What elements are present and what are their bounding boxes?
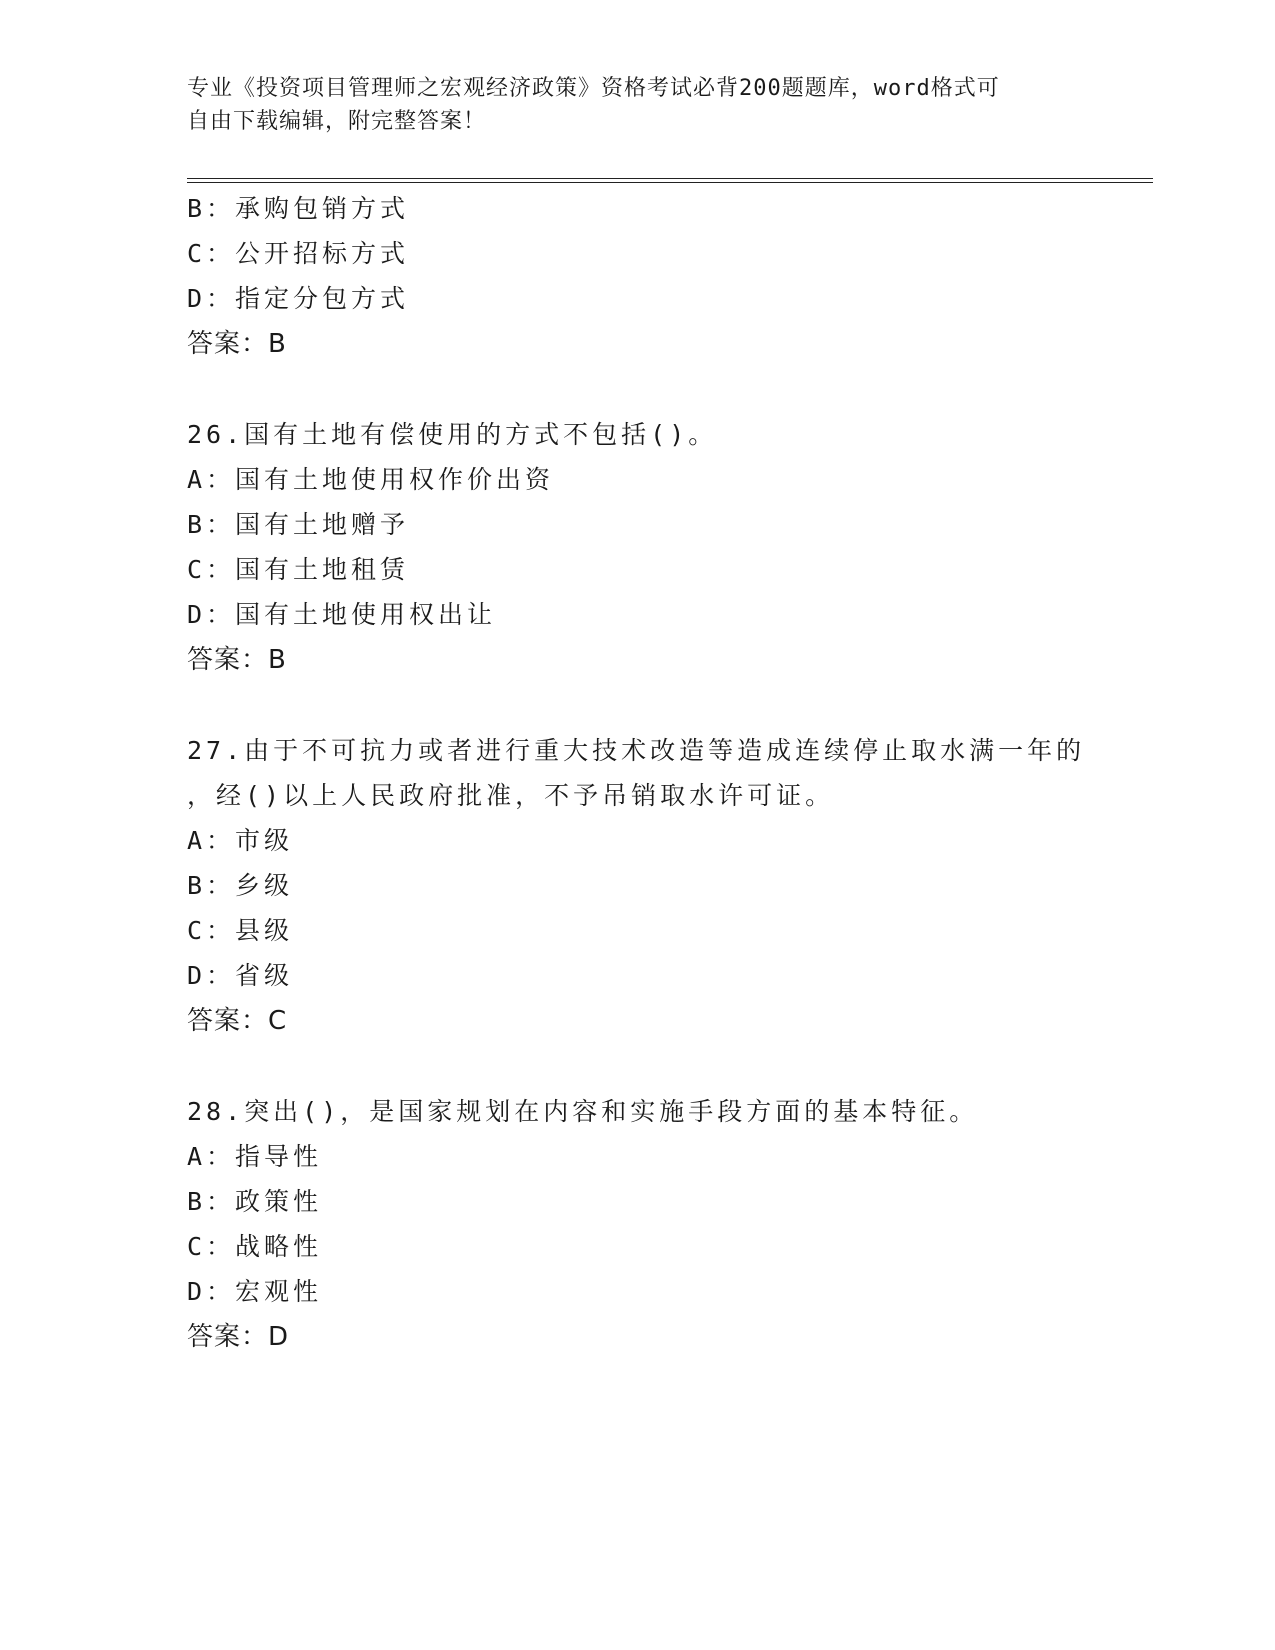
q26-option-a: A：国有土地使用权作价出资 (187, 465, 555, 494)
q27-stem-line-2: ，经()以上人民政府批准，不予吊销取水许可证。 (187, 781, 835, 810)
q26-option-c: C：国有土地租赁 (187, 555, 410, 584)
q28-option-a: A：指导性 (187, 1142, 323, 1171)
header-divider-top (187, 178, 1153, 179)
q27-option-c: C：县级 (187, 916, 294, 945)
header-line-1: 专业《投资项目管理师之宏观经济政策》资格考试必背200题题库，word格式可 (187, 76, 1000, 101)
q26-answer: 答案：B (187, 645, 287, 675)
document-header (187, 72, 1087, 138)
q25-answer: 答案：B (187, 329, 287, 359)
q28-option-b: B：政策性 (187, 1187, 323, 1216)
q25-option-d: D：指定分包方式 (187, 284, 410, 313)
header-divider-bottom (187, 182, 1153, 183)
q25-option-c: C：公开招标方式 (187, 239, 410, 268)
q27-option-d: D：省级 (187, 961, 294, 990)
q25-option-b: B：承购包销方式 (187, 194, 410, 223)
q28-answer: 答案：D (187, 1322, 290, 1352)
q27-option-a: A：市级 (187, 826, 294, 855)
header-line-2: 自由下载编辑，附完整答案！ (187, 109, 487, 134)
q26-stem: 26.国有土地有偿使用的方式不包括()。 (187, 420, 718, 449)
q28-option-c: C：战略性 (187, 1232, 323, 1261)
q27-answer: 答案：C (187, 1006, 288, 1036)
q26-option-d: D：国有土地使用权出让 (187, 600, 497, 629)
q28-option-d: D：宏观性 (187, 1277, 323, 1306)
q28-stem: 28.突出()，是国家规划在内容和实施手段方面的基本特征。 (187, 1097, 979, 1126)
q26-option-b: B：国有土地赠予 (187, 510, 410, 539)
q27-option-b: B：乡级 (187, 871, 294, 900)
q27-stem-line-1: 27.由于不可抗力或者进行重大技术改造等造成连续停止取水满一年的 (187, 736, 1086, 765)
